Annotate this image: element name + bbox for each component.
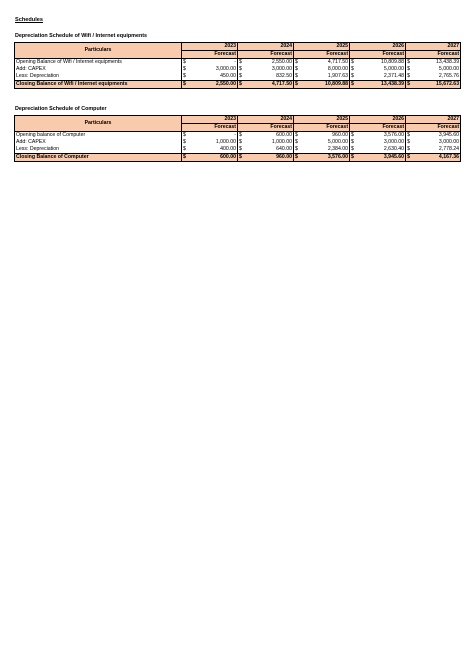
particulars-header: Particulars — [15, 43, 182, 59]
cell-value: 10,809.88 — [356, 59, 406, 67]
year-header: 2023 — [182, 116, 238, 124]
cell-value: 2,630.40 — [356, 146, 406, 154]
forecast-header: Forecast — [406, 124, 461, 132]
row-label: Less: Depreciation — [15, 73, 182, 81]
currency-symbol: $ — [407, 66, 410, 72]
cell-value: 3,576.00 — [356, 132, 406, 140]
cell-value: 15,672.63 — [412, 81, 461, 89]
cell-value: 4,167.36 — [412, 154, 461, 162]
table-row — [15, 146, 461, 154]
forecast-header: Forecast — [350, 51, 406, 59]
row-label: Opening balance of Computer — [15, 132, 182, 140]
cell-value: 3,945.60 — [412, 132, 461, 140]
currency-symbol: $ — [407, 132, 410, 138]
currency-symbol: $ — [407, 139, 410, 145]
cell-value: 960.00 — [300, 132, 350, 140]
table-row — [15, 59, 461, 67]
forecast-header: Forecast — [406, 51, 461, 59]
year-header-row — [15, 116, 461, 124]
cell-value: 3,576.00 — [300, 154, 350, 162]
year-header: 2023 — [182, 43, 238, 51]
cell-value: 13,438.39 — [412, 59, 461, 67]
currency-symbol: $ — [239, 73, 242, 79]
cell-value: 2,778.24 — [412, 146, 461, 154]
currency-symbol: $ — [351, 66, 354, 72]
currency-symbol: $ — [351, 146, 354, 152]
table-row — [15, 66, 461, 73]
cell-value: 450.00 — [188, 73, 238, 81]
cell-value: 832.50 — [244, 73, 294, 81]
currency-symbol: $ — [239, 154, 242, 160]
particulars-header: Particulars — [15, 116, 182, 132]
forecast-header: Forecast — [294, 51, 350, 59]
year-header: 2027 — [406, 43, 461, 51]
currency-symbol: $ — [407, 73, 410, 79]
currency-symbol: $ — [239, 59, 242, 65]
currency-symbol: $ — [239, 146, 242, 152]
currency-symbol: $ — [295, 154, 298, 160]
row-label: Opening Balance of Wifi / Internet equipments — [15, 59, 182, 67]
cell-value: 2,371.48 — [356, 73, 406, 81]
table-row — [15, 139, 461, 146]
year-header: 2025 — [294, 116, 350, 124]
closing-balance-row — [15, 154, 461, 162]
forecast-header: Forecast — [238, 51, 294, 59]
currency-symbol: $ — [295, 66, 298, 72]
cell-value: 13,438.39 — [356, 81, 406, 89]
row-label: Closing Balance of Computer — [15, 154, 182, 162]
currency-symbol: $ — [407, 81, 410, 87]
year-header: 2024 — [238, 116, 294, 124]
forecast-header: Forecast — [182, 51, 238, 59]
currency-symbol: $ — [351, 59, 354, 65]
depreciation-table-wifi — [14, 42, 461, 89]
page-heading: Schedules — [15, 17, 43, 23]
cell-value: 1,000.00 — [244, 139, 294, 146]
cell-value: 4,717.50 — [244, 81, 294, 89]
cell-value: 960.00 — [244, 154, 294, 162]
forecast-header: Forecast — [294, 124, 350, 132]
cell-value: 8,000.00 — [300, 66, 350, 73]
cell-value: 640.00 — [244, 146, 294, 154]
cell-value: 3,000.00 — [244, 66, 294, 73]
cell-value: 5,000.00 — [412, 66, 461, 73]
cell-value: 10,809.88 — [300, 81, 350, 89]
currency-symbol: $ — [183, 59, 186, 65]
depreciation-table-computer — [14, 115, 461, 162]
currency-symbol: $ — [183, 66, 186, 72]
currency-symbol: $ — [351, 73, 354, 79]
currency-symbol: $ — [295, 146, 298, 152]
cell-value: 5,000.00 — [356, 66, 406, 73]
cell-value: 3,945.60 — [356, 154, 406, 162]
currency-symbol: $ — [295, 132, 298, 138]
cell-value: 3,000.00 — [188, 66, 238, 73]
forecast-header: Forecast — [238, 124, 294, 132]
currency-symbol: $ — [407, 154, 410, 160]
table-row — [15, 73, 461, 81]
forecast-header: Forecast — [350, 124, 406, 132]
year-header: 2026 — [350, 116, 406, 124]
currency-symbol: $ — [407, 59, 410, 65]
row-label: Less: Depreciation — [15, 146, 182, 154]
currency-symbol: $ — [183, 146, 186, 152]
table-row — [15, 132, 461, 140]
cell-value: 1,907.63 — [300, 73, 350, 81]
cell-value: 1,000.00 — [188, 139, 238, 146]
year-header: 2027 — [406, 116, 461, 124]
cell-value: - — [188, 132, 238, 140]
currency-symbol: $ — [183, 154, 186, 160]
cell-value: 5,000.00 — [300, 139, 350, 146]
cell-value: 2,550.00 — [188, 81, 238, 89]
cell-value: 3,000.00 — [356, 139, 406, 146]
currency-symbol: $ — [239, 139, 242, 145]
year-header: 2025 — [294, 43, 350, 51]
currency-symbol: $ — [183, 132, 186, 138]
year-header-row — [15, 43, 461, 51]
cell-value: 4,717.50 — [300, 59, 350, 67]
currency-symbol: $ — [351, 139, 354, 145]
cell-value: - — [188, 59, 238, 67]
currency-symbol: $ — [183, 139, 186, 145]
currency-symbol: $ — [295, 73, 298, 79]
currency-symbol: $ — [295, 81, 298, 87]
cell-value: 400.00 — [188, 146, 238, 154]
currency-symbol: $ — [295, 139, 298, 145]
currency-symbol: $ — [295, 59, 298, 65]
schedule-title: Depreciation Schedule of Wifi / Internet equipments — [15, 33, 148, 39]
currency-symbol: $ — [183, 81, 186, 87]
schedule-title: Depreciation Schedule of Computer — [15, 106, 107, 112]
forecast-header: Forecast — [182, 124, 238, 132]
row-label: Closing Balance of Wifi / Internet equipments — [15, 81, 182, 89]
currency-symbol: $ — [239, 132, 242, 138]
currency-symbol: $ — [407, 146, 410, 152]
currency-symbol: $ — [351, 81, 354, 87]
year-header: 2024 — [238, 43, 294, 51]
closing-balance-row — [15, 81, 461, 89]
row-label: Add: CAPEX — [15, 66, 182, 73]
currency-symbol: $ — [351, 132, 354, 138]
cell-value: 2,384.00 — [300, 146, 350, 154]
currency-symbol: $ — [183, 73, 186, 79]
row-label: Add: CAPEX — [15, 139, 182, 146]
cell-value: 600.00 — [244, 132, 294, 140]
currency-symbol: $ — [239, 81, 242, 87]
currency-symbol: $ — [239, 66, 242, 72]
cell-value: 3,000.00 — [412, 139, 461, 146]
cell-value: 2,765.76 — [412, 73, 461, 81]
year-header: 2026 — [350, 43, 406, 51]
currency-symbol: $ — [351, 154, 354, 160]
cell-value: 600.00 — [188, 154, 238, 162]
cell-value: 2,550.00 — [244, 59, 294, 67]
